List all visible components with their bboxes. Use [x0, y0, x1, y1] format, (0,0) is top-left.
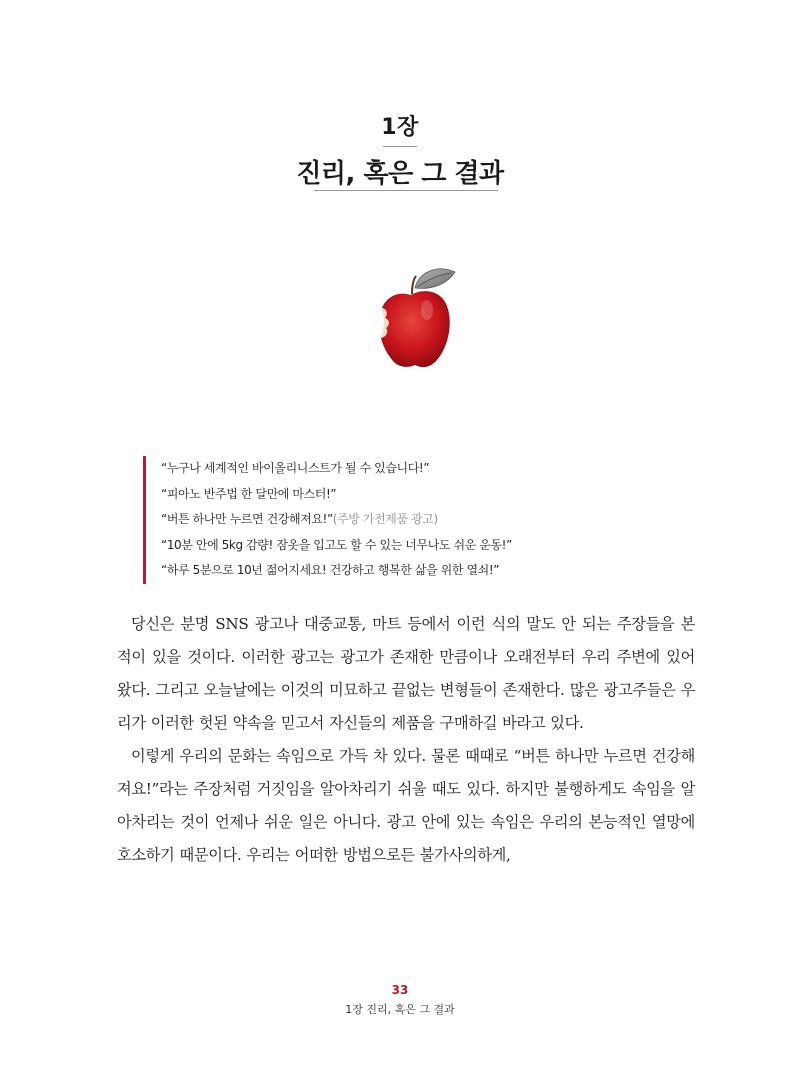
apple-leaf	[415, 269, 455, 289]
bitten-apple-icon	[365, 262, 457, 372]
chapter-title-underline	[314, 190, 498, 191]
page-number: 33	[391, 983, 409, 997]
apple-stem	[412, 276, 416, 294]
quote-line: “10분 안에 5kg 감량! 잠옷을 입고도 할 수 있는 너무나도 쉬운 운동!”	[161, 537, 512, 552]
quote-line: “누구나 세계적인 바이올리니스트가 될 수 있습니다!”	[161, 461, 430, 475]
advertisement-quotes	[143, 456, 512, 584]
body-text	[117, 608, 695, 872]
quote-source-note: (주방 가전제품 광고)	[332, 512, 438, 526]
quote-line: “하루 5분으로 10년 젊어지세요! 건강하고 행복한 삶을 위한 열쇠!”	[161, 563, 500, 577]
body-paragraph: 당신은 분명 SNS 광고나 대중교통, 마트 등에서 이런 식의 말도 안 되는 주장들을 본 적이 있을 것이다. 이러한 광고는 광고가 존재한 만큼이나 오래전부터 우리 주변에 있어 왔다. 그리고 오늘날에는 이것의 미묘하고 끝없는 변형들이 존재한다. 많은 광고주들은 우리가 이러한 헛된 약속을 믿고서 자신들의 제품을 구매하길 바라고 있다.	[117, 615, 695, 732]
quote-line: “피아노 반주법 한 달만에 마스터!”	[161, 486, 337, 501]
apple-body	[381, 291, 450, 367]
running-head: 1장 진리, 혹은 그 결과	[345, 1003, 455, 1016]
chapter-title: 진리, 혹은 그 결과	[296, 159, 504, 189]
quote-line: “버튼 하나만 누르면 건강해져요!”(주방 가전제품 광고)	[161, 512, 438, 526]
chapter-number-divider	[383, 146, 417, 147]
chapter-number: 1장	[381, 115, 419, 140]
body-paragraph: 이렇게 우리의 문화는 속임으로 가득 차 있다. 물론 때때로 “버튼 하나만 누르면 건강해져요!”라는 주장처럼 거짓임을 알아차리기 쉬울 때도 있다. 하지만 불행하게도 속임을 알아차리는 것이 언제나 쉬운 일은 아니다. 광고 안에 있는 속임은 우리의 본능적인 열망에 호소하기 때문이다. 우리는 어떠한 방법으로든 불가사의하게,	[117, 747, 695, 864]
